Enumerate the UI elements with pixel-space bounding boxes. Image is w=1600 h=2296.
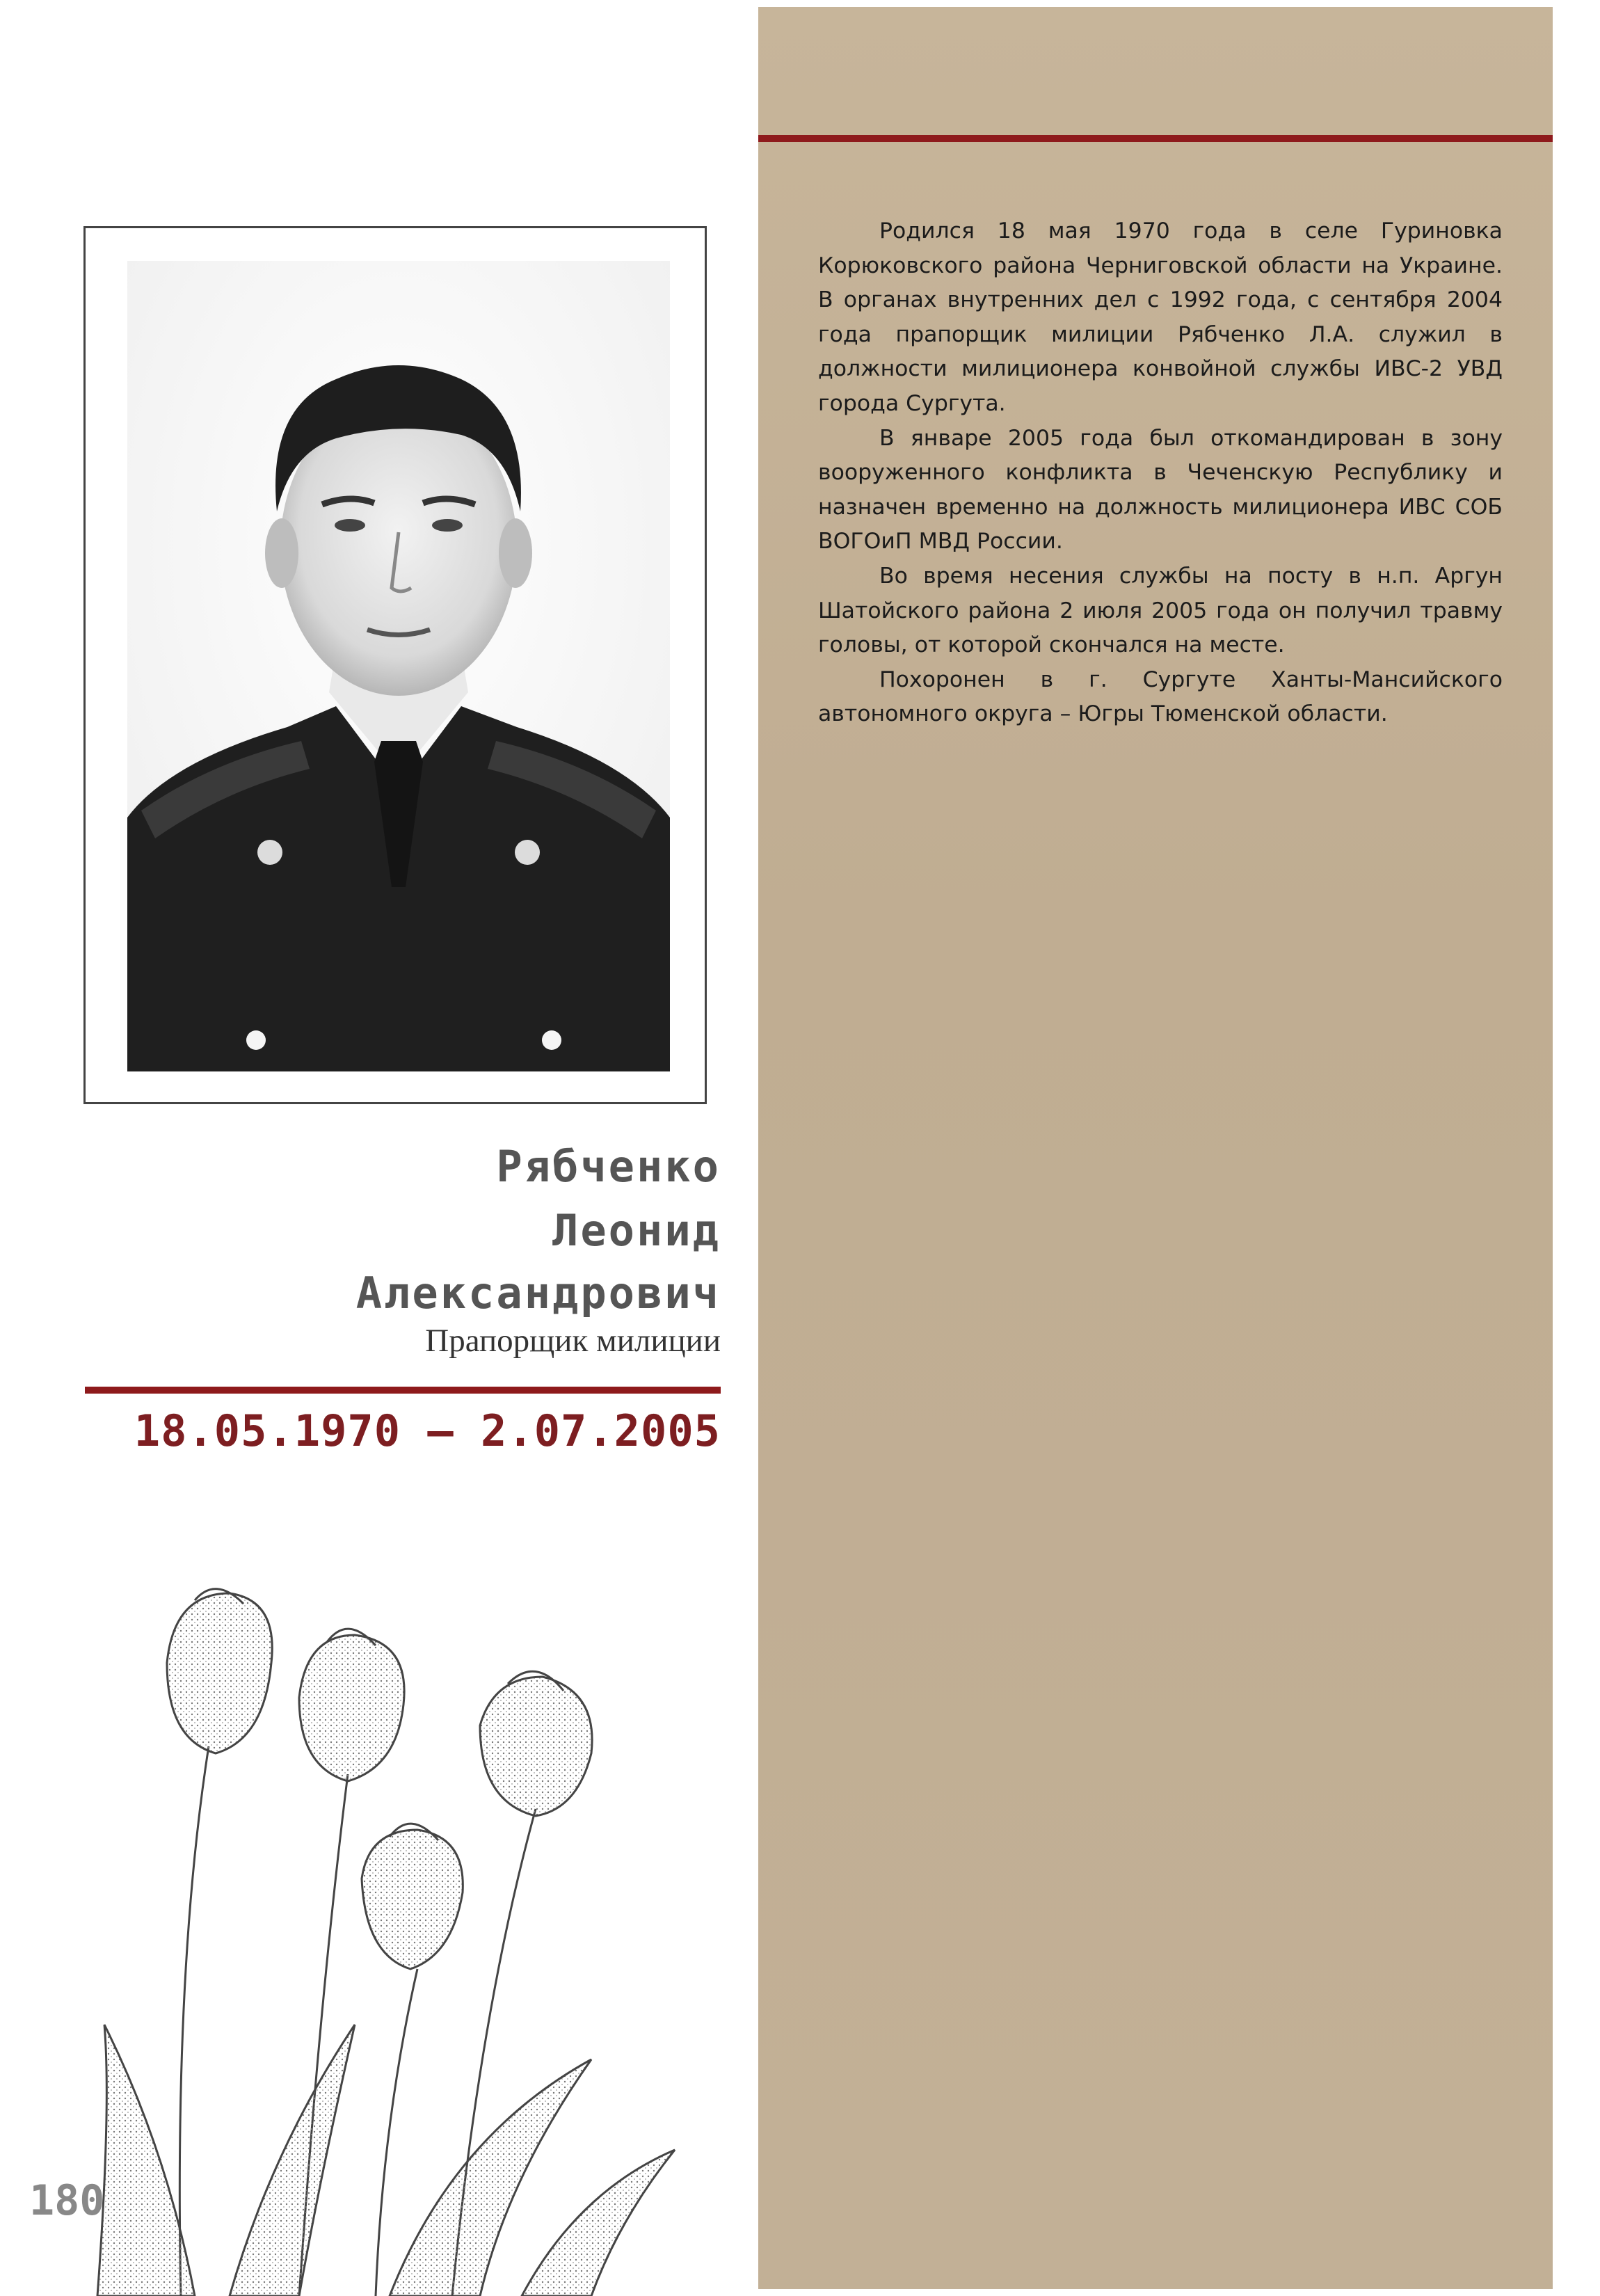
top-red-rule (758, 135, 1553, 142)
first-name: Леонид (552, 1205, 721, 1256)
bio-paragraph-1: Родился 18 мая 1970 года в селе Гуриновка Корюковского района Черниговской области на Украине. В органах внутренних дел с 1992 года, с сентября 2004 года прапорщик милиции Рябченко Л.А. служил в должности милиционера конвойной службы ИВС-2 УВД города Сургута. (818, 218, 1503, 416)
ghost-text-decoration (90, 1141, 115, 1185)
life-dates: 18.05.1970 – 2.07.2005 (134, 1405, 721, 1456)
portrait-photo (127, 261, 670, 1071)
page-number: 180 (29, 2176, 105, 2225)
bio-paragraph-2: В январе 2005 года был откомандирован в зону вооруженного конфликта в Чеченскую Республику и назначен временно на должность милиционера ИВС СОБ ВОГОиП МВД России. (818, 425, 1503, 555)
name-red-rule (85, 1387, 721, 1394)
biography-text (818, 214, 1503, 732)
bio-paragraph-3: Во время несения службы на посту в н.п. Аргун Шатойского района 2 июля 2005 года он получил травму головы, от которой скончался на месте. (818, 563, 1503, 658)
bio-paragraph-4: Похоронен в г. Сургуте Ханты-Мансийского автономного округа – Югры Тюменской области. (818, 667, 1503, 727)
patronymic: Александрович (355, 1268, 721, 1318)
surname: Рябченко (496, 1141, 721, 1192)
rank: Прапорщик милиции (425, 1323, 721, 1359)
tulips-illustration (90, 1579, 689, 2296)
